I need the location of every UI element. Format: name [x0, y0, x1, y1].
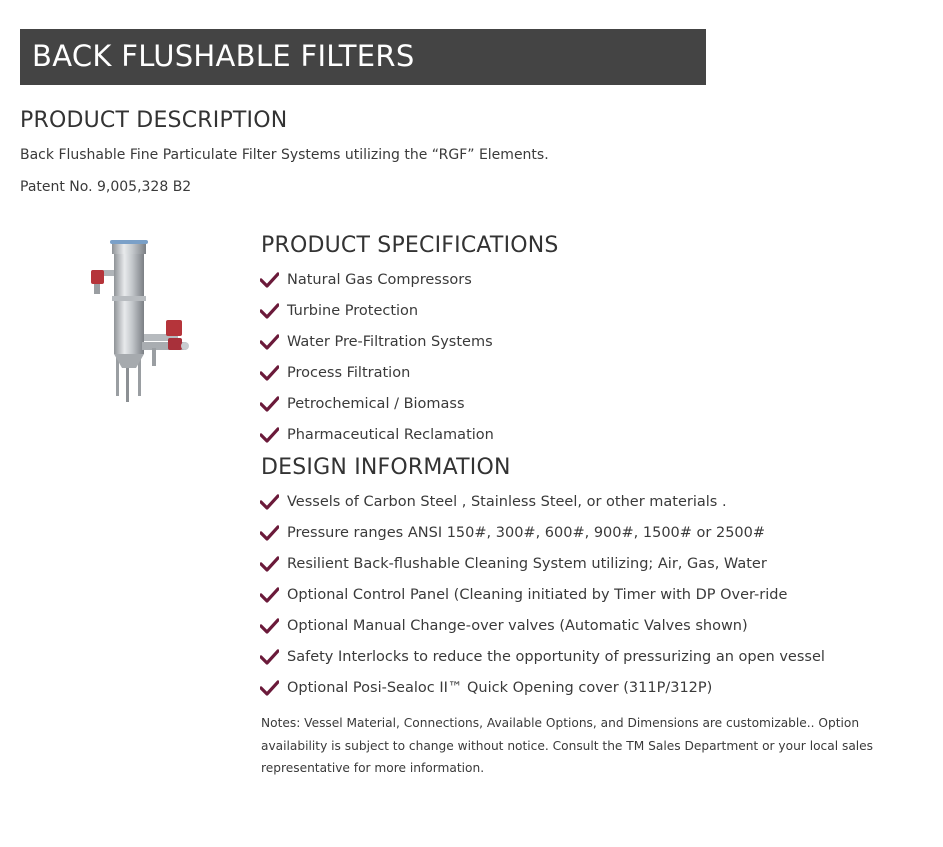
checkmark-icon: [260, 556, 279, 572]
list-item-label: Natural Gas Compressors: [287, 271, 472, 288]
list-item: [260, 486, 825, 517]
checkmark-icon: [260, 618, 279, 634]
notes-paragraph: Notes: Vessel Material, Connections, Available Options, and Dimensions are customizable.. Option availability is subject to change without notice. Consult the TM Sales Department or your local sales representative for more information.: [261, 716, 874, 775]
design-information-heading: DESIGN INFORMATION: [261, 455, 511, 480]
filter-vessel-image: [88, 238, 192, 402]
list-item-label: Pharmaceutical Reclamation: [287, 426, 494, 443]
list-item-label: Optional Posi-Sealoc II™ Quick Opening cover (311P/312P): [287, 679, 713, 696]
list-item-label: Turbine Protection: [287, 302, 419, 319]
product-description-text: Back Flushable Fine Particulate Filter Systems utilizing the “RGF” Elements.: [20, 147, 549, 163]
checkmark-icon: [260, 494, 279, 510]
page-title: BACK FLUSHABLE FILTERS: [32, 39, 415, 73]
list-item: [260, 548, 825, 579]
list-item: [260, 295, 494, 326]
list-item: [260, 672, 825, 703]
list-item: [260, 326, 494, 357]
checkmark-icon: [260, 303, 279, 319]
checkmark-icon: [260, 365, 279, 381]
list-item: [260, 517, 825, 548]
checkmark-icon: [260, 334, 279, 350]
list-item-label: Vessels of Carbon Steel , Stainless Steel, or other materials .: [287, 493, 727, 510]
list-item: [260, 264, 494, 295]
list-item-label: Process Filtration: [287, 364, 411, 381]
list-item-label: Optional Manual Change-over valves (Automatic Valves shown): [287, 617, 748, 634]
list-item-label: Resilient Back-flushable Cleaning System utilizing; Air, Gas, Water: [287, 555, 767, 572]
checkmark-icon: [260, 396, 279, 412]
list-item: [260, 579, 825, 610]
specifications-list: [260, 264, 494, 450]
patent-number: Patent No. 9,005,328 B2: [20, 179, 192, 195]
list-item: [260, 641, 825, 672]
list-item-label: Petrochemical / Biomass: [287, 395, 465, 412]
list-item: [260, 388, 494, 419]
list-item-label: Water Pre-Filtration Systems: [287, 333, 493, 350]
checkmark-icon: [260, 427, 279, 443]
product-specifications-heading: PRODUCT SPECIFICATIONS: [261, 233, 559, 258]
checkmark-icon: [260, 587, 279, 603]
product-description-heading: PRODUCT DESCRIPTION: [20, 108, 288, 133]
list-item: [260, 419, 494, 450]
design-information-list: [260, 486, 825, 703]
checkmark-icon: [260, 649, 279, 665]
checkmark-icon: [260, 680, 279, 696]
list-item: [260, 357, 494, 388]
title-banner: [20, 29, 706, 85]
checkmark-icon: [260, 525, 279, 541]
list-item-label: Optional Control Panel (Cleaning initiated by Timer with DP Over-ride: [287, 586, 788, 603]
list-item-label: Pressure ranges ANSI 150#, 300#, 600#, 900#, 1500# or 2500#: [287, 524, 766, 541]
checkmark-icon: [260, 272, 279, 288]
list-item: [260, 610, 825, 641]
list-item-label: Safety Interlocks to reduce the opportunity of pressurizing an open vessel: [287, 648, 825, 665]
